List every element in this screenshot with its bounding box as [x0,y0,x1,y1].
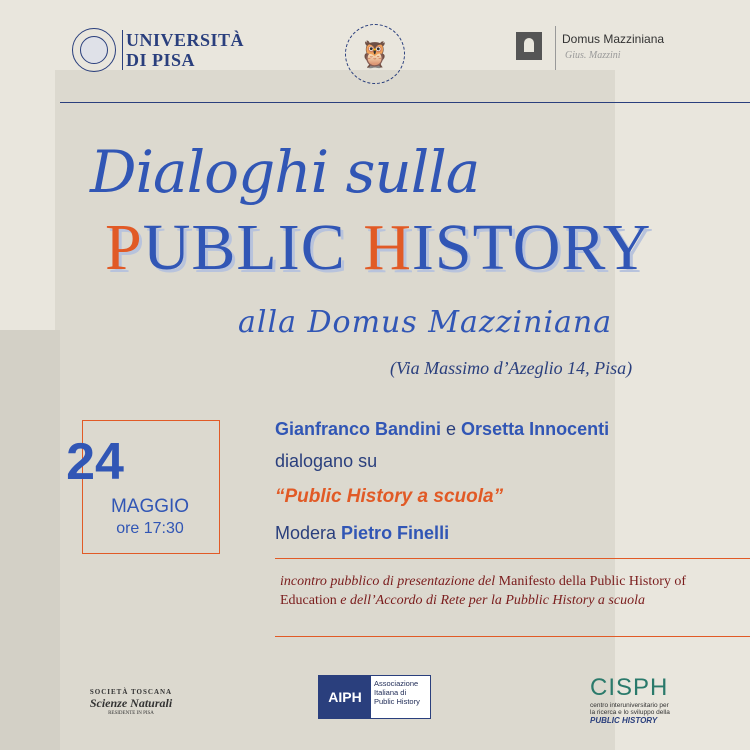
domus-name: Domus Mazziniana [562,32,665,46]
moderator-line [275,523,449,544]
event-time: ore 17:30 [116,520,184,537]
description-part-2: Manifesto della Public History of Education [280,574,687,608]
domus-mazziniana-mark-icon [516,32,542,60]
domus-signature: Gius. Mazzini [565,50,621,61]
aiph-line-2: Italiana di [374,688,407,697]
cisph-sub-1: centro interuniversitario per [590,702,669,709]
aiph-line-1: Associazione [374,679,419,688]
top-rule [60,102,750,103]
cisph-logo [590,674,690,725]
cisph-acronym: CISPH [590,674,669,701]
event-month: MAGGIO [110,496,190,517]
domus-divider [555,26,556,70]
university-line-1: UNIVERSITÀ [126,30,245,50]
cisph-public-history: PUBLIC HISTORY [590,716,658,725]
sts-line-3: RESIDENTE IN PISA [108,711,154,716]
department-owl-seal-icon: 🦉 [345,24,405,84]
university-seal-icon [72,28,116,72]
university-divider [122,30,123,70]
cisph-sub-2: la ricerca e lo sviluppo della [590,709,670,716]
title-line-3: alla Domus Mazziniana [238,305,613,340]
separator-rule-1 [275,558,750,559]
separator-rule-2 [275,636,750,637]
title-line-2 [105,210,651,286]
dialogue-verb: dialogano su [275,451,378,471]
title-ublic: UBLIC [142,211,364,284]
aiph-line-3: Public History [374,697,420,706]
speakers-line [275,419,609,440]
university-line-2: DI PISA [126,50,196,70]
venue-address: (Via Massimo d’Azeglio 14, Pisa) [390,358,633,378]
aiph-logo [318,675,431,719]
monument-side [0,330,60,750]
sts-line-1: SOCIETÀ TOSCANA [89,688,173,696]
event-description [280,572,690,610]
speaker-1: Gianfranco Bandini [275,419,442,439]
header [0,22,750,82]
event-day: 24 [66,433,124,491]
description-part-3: e dell’ [336,593,376,608]
societa-toscana-logo [78,688,184,716]
aiph-fullname [371,676,430,718]
title-cap-p: P [105,211,143,284]
speaker-2: Orsetta Innocenti [461,419,610,439]
event-topic: “Public History a scuola” [275,486,504,507]
description-part-1: incontro pubblico di presentazione del [280,574,499,589]
moderator-label: Modera [275,523,342,543]
speakers-conj: e [441,419,462,439]
university-logo-text [126,30,244,70]
sts-line-2: Scienze Naturali [89,696,173,710]
title-istory: ISTORY [411,211,652,284]
aiph-acronym: AIPH [319,676,371,718]
title-line-1: Dialoghi sulla [90,138,480,206]
description-part-4: Accordo di Rete per la Pubblic History a scuola [375,593,645,608]
moderator-name: Pietro Finelli [341,523,450,543]
title-cap-h: H [363,211,412,284]
